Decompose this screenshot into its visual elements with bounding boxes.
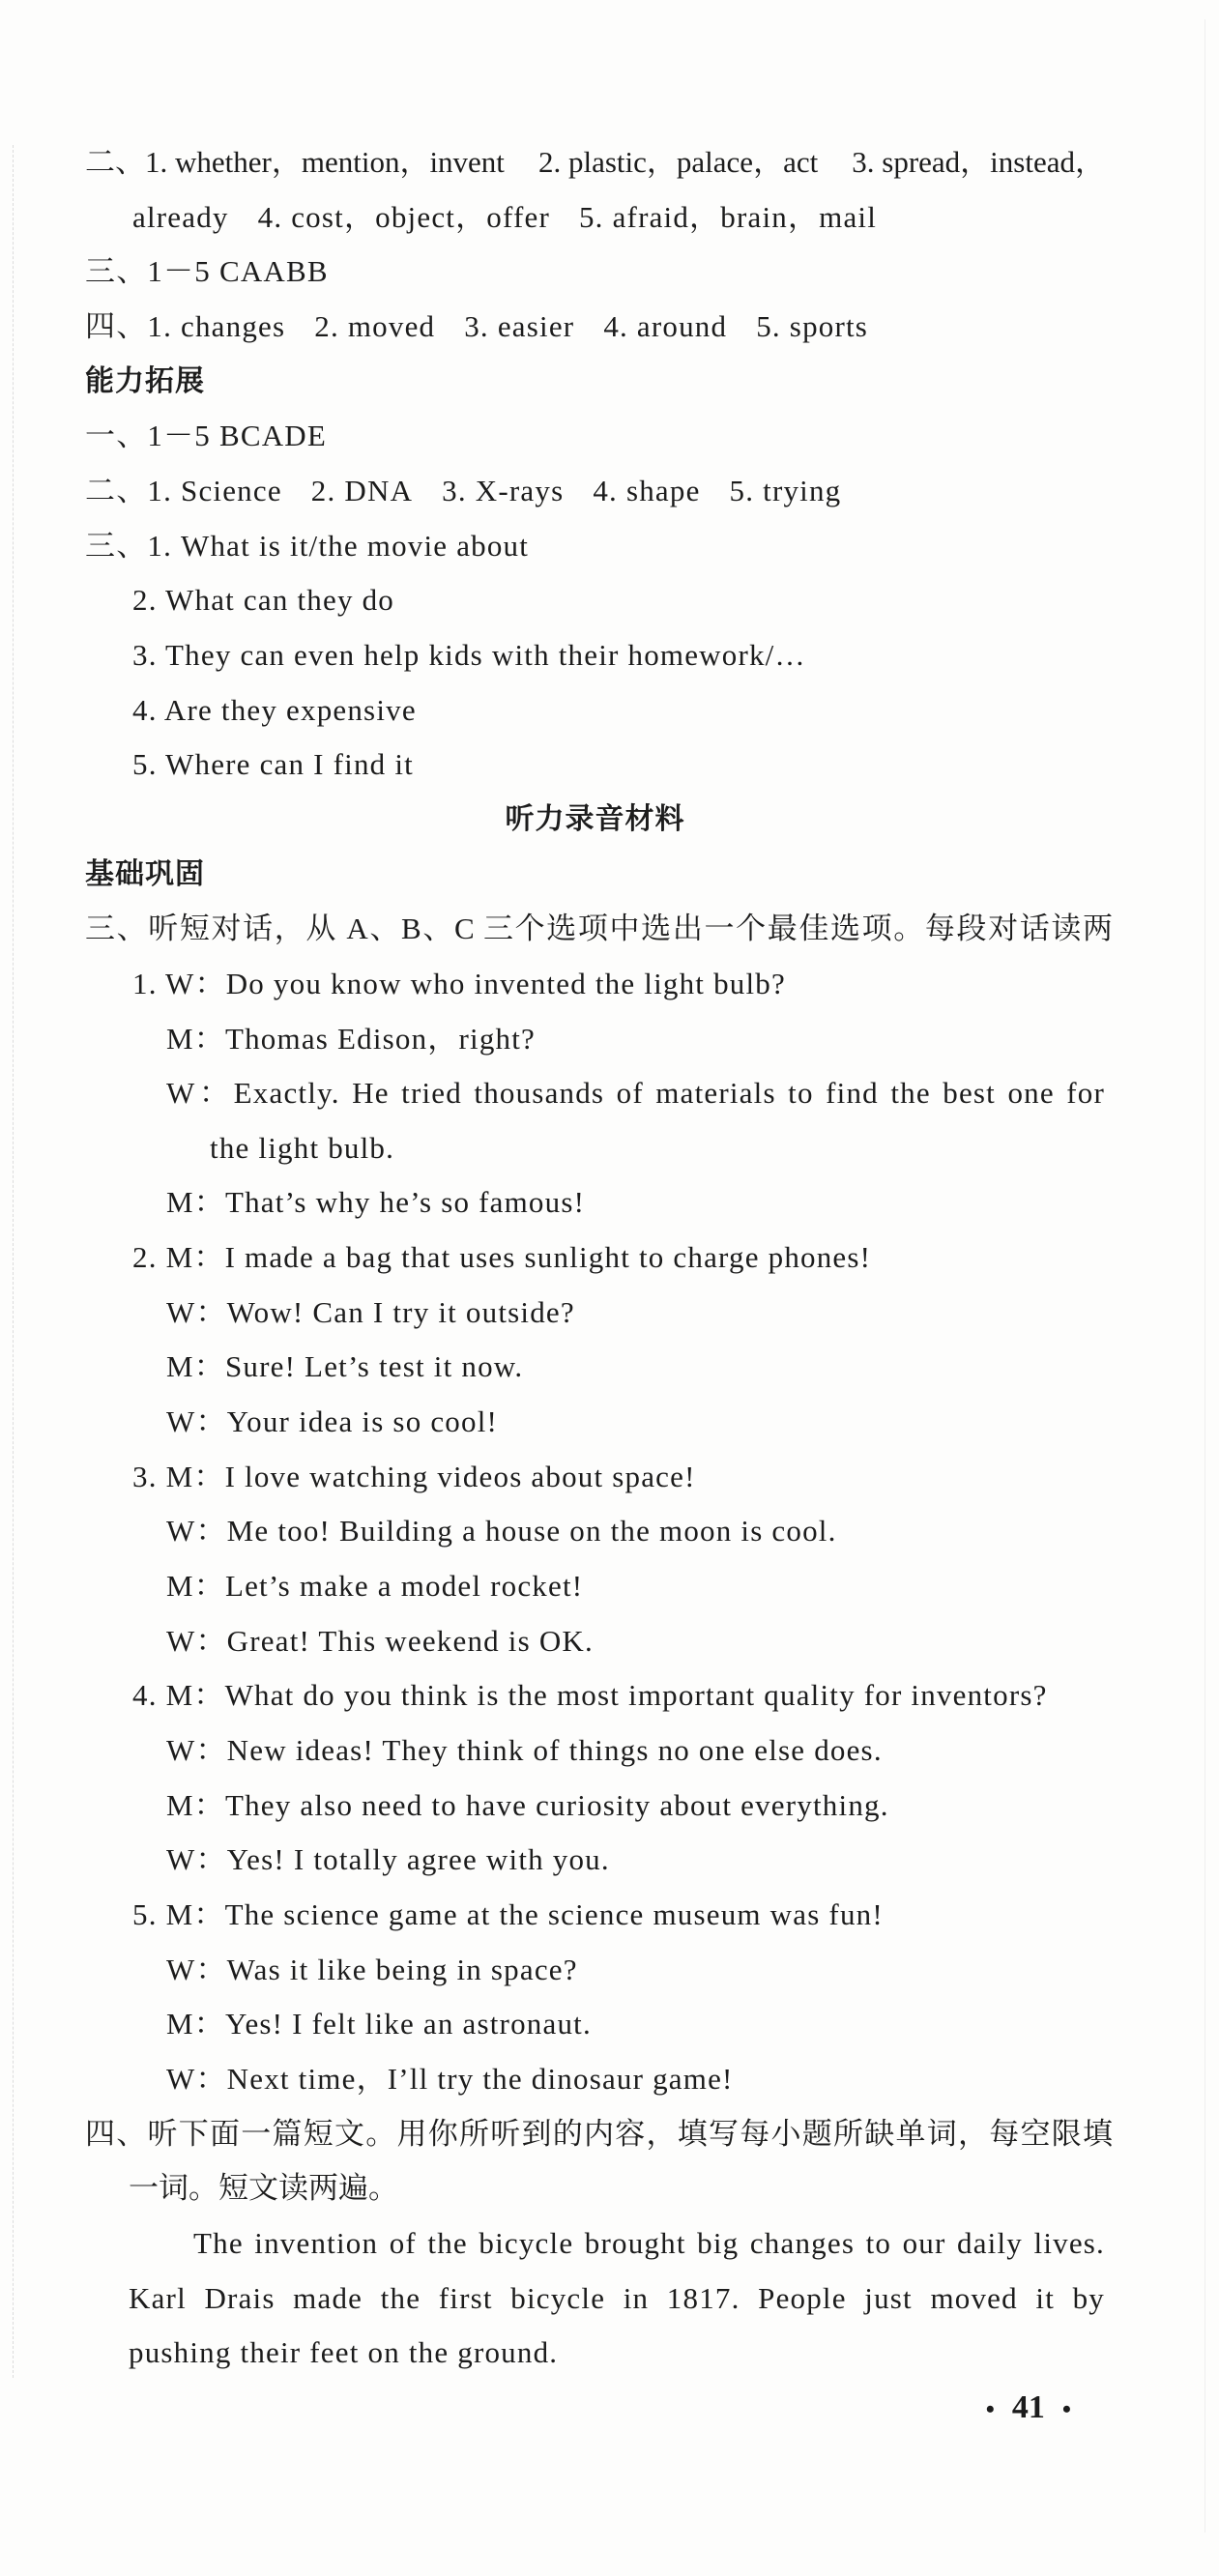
page-number-value: 41 — [1011, 2388, 1045, 2425]
dialogue-line: M：They also need to have curiosity about everything. — [166, 1787, 889, 1822]
page-number — [0, 2381, 1219, 2436]
answer-line — [0, 135, 1219, 190]
dialogue-line: the light bulb. — [210, 1130, 395, 1165]
answer-line: 三、1－5 CAABB — [85, 254, 329, 289]
answer-item: 3. spread，instead， — [852, 145, 1105, 179]
instruction-line: 一词。短文读两遍。 — [129, 2171, 398, 2206]
dialogue-line: W：Your idea is so cool! — [166, 1404, 499, 1439]
dialogue-line: W：New ideas! They think of things no one else does. — [166, 1733, 883, 1768]
dialogue-line: W：Me too! Building a house on the moon is cool. — [166, 1514, 837, 1548]
dialogue-line: W：Was it like being in space? — [166, 1952, 578, 1986]
answer-item: 5. sports — [756, 308, 869, 343]
dialogue-line: 4. M：What do you think is the most important quality for inventors? — [132, 1678, 1048, 1713]
dialogue-line: W：Wow! Can I try it outside? — [166, 1294, 575, 1329]
answer-line: 三、1. What is it/the movie about — [85, 528, 530, 563]
answer-item: 5. afraid，brain，mail — [578, 199, 878, 234]
dialogue-line: 3. M：I love watching videos about space! — [132, 1459, 696, 1493]
answer-item: 2. moved — [314, 308, 436, 343]
dialogue-line: W：Great! This weekend is OK. — [166, 1623, 594, 1658]
dialogue-line: M：Yes! I felt like an astronaut. — [166, 2007, 592, 2041]
answer-item: 二、1. Science — [85, 473, 282, 507]
answer-item: 2. DNA — [310, 473, 414, 507]
answer-line: 5. Where can I find it — [132, 747, 414, 782]
answer-item: 4. shape — [593, 473, 701, 507]
dialogue-line: W：Next time，I’ll try the dinosaur game! — [166, 2061, 734, 2096]
answer-item: already — [132, 199, 229, 234]
passage-line: Karl Drais made the first bicycle in 1817. People just moved it by — [129, 2280, 1105, 2315]
answer-line: 4. Are they expensive — [132, 692, 417, 727]
dialogue-line: M：Let’s make a model rocket! — [166, 1569, 584, 1604]
dialogue-line: M：Thomas Edison，right? — [166, 1021, 537, 1056]
instruction-line: 三、听短对话，从 A、B、C 三个选项中选出一个最佳选项。每段对话读两 — [85, 912, 1113, 946]
dialogue-line: 2. M：I made a bag that uses sunlight to charge phones! — [132, 1240, 872, 1275]
answer-line — [0, 464, 1219, 519]
answer-line: 一、1－5 BCADE — [85, 419, 328, 453]
answer-item: 3. easier — [464, 308, 575, 343]
answer-line: 3. They can even help kids with their homework/… — [132, 637, 806, 672]
answer-item: 4. cost，object，offer — [257, 199, 550, 234]
dialogue-line: M：Sure! Let’s test it now. — [166, 1349, 524, 1384]
script-title: 听力录音材料 — [505, 801, 685, 836]
section-heading: 能力拓展 — [85, 363, 205, 398]
dialogue-line: 1. W：Do you know who invented the light bulb? — [132, 966, 786, 1000]
answer-item: 四、1. changes — [85, 308, 286, 343]
page-number-dot: • — [1061, 2394, 1071, 2423]
answer-line — [0, 190, 1219, 246]
passage-line: The invention of the bicycle brought big changes to our daily lives. — [193, 2225, 1105, 2260]
instruction-line: 四、听下面一篇短文。用你所听到的内容，填写每小题所缺单词，每空限填 — [85, 2116, 1113, 2151]
page-number-dot: • — [985, 2394, 995, 2423]
answer-line: 2. What can they do — [132, 583, 395, 618]
section-heading: 基础巩固 — [85, 856, 205, 891]
answer-item: 5. trying — [729, 473, 842, 507]
dialogue-line: W：Exactly. He tried thousands of materials to find the best one for — [166, 1076, 1105, 1111]
answer-item: 2. plastic，palace，act — [538, 145, 819, 179]
dialogue-line: W：Yes! I totally agree with you. — [166, 1842, 610, 1877]
answer-line — [0, 300, 1219, 355]
dialogue-line: M：That’s why he’s so famous! — [166, 1185, 586, 1220]
page-content — [0, 135, 1219, 2436]
passage-line: pushing their feet on the ground. — [129, 2335, 559, 2370]
dialogue-line: 5. M：The science game at the science museum was fun! — [132, 1897, 884, 1931]
answer-item: 3. X-rays — [442, 473, 565, 507]
answer-item: 二、1. whether，mention，invent — [85, 145, 505, 179]
answer-item: 4. around — [603, 308, 728, 343]
